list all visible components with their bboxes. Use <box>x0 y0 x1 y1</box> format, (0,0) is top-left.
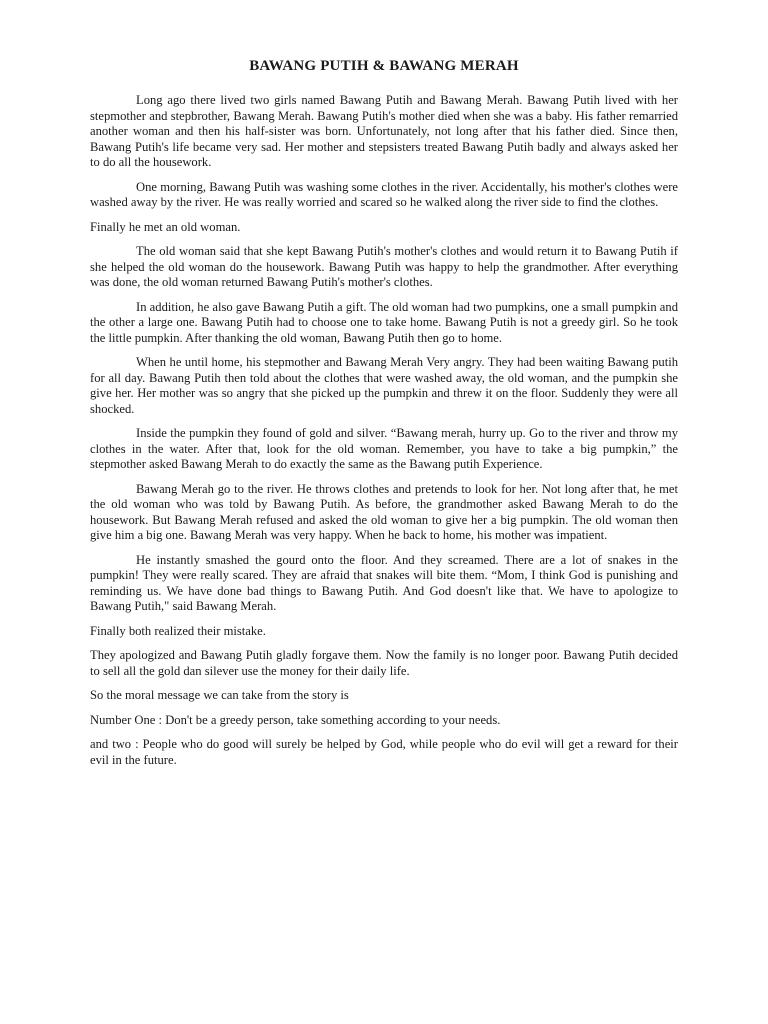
paragraph-5: In addition, he also gave Bawang Putih a gift. The old woman had two pumpkins, one a small pumpkin and the other a large one. Bawang Putih had to choose one to take home. Bawang Putih is not a greedy girl. So he took the little pumpkin. After thanking the old woman, Bawang Putih then go to home. <box>90 299 678 345</box>
document-page <box>90 0 678 777</box>
paragraph-9: He instantly smashed the gourd onto the floor. And they screamed. There are a lot of snakes in the pumpkin! They were really scared. They are afraid that snakes will bite them. “Mom, I think God is punishing and reminding us. We have done bad things to Bawang Putih. And God doesn't like that. We have to apologize to Bawang Putih," said Bawang Merah. <box>90 552 678 613</box>
paragraph-4: The old woman said that she kept Bawang Putih's mother's clothes and would return it to Bawang Putih if she helped the old woman do the housework. Bawang Putih was happy to help the grandmother. After everything was done, the old woman returned Bawang Putih's mother's clothes. <box>90 244 678 289</box>
paragraph-14: and two : People who do good will surely be helped by God, while people who do evil will get a reward for their evil in the future. <box>90 737 678 767</box>
paragraph-2: One morning, Bawang Putih was washing some clothes in the river. Accidentally, his mother's clothes were washed away by the river. He was really worried and scared so he walked along the river side to find the clothes. <box>90 179 678 209</box>
document-body <box>90 93 678 768</box>
document-title: BAWANG PUTIH & BAWANG MERAH <box>249 58 519 74</box>
paragraph-11: They apologized and Bawang Putih gladly forgave them. Now the family is no longer poor. Bawang Putih decided to sell all the gold dan silever use the money for their daily life. <box>90 648 678 678</box>
paragraph-10: Finally both realized their mistake. <box>90 623 266 638</box>
paragraph-7: Inside the pumpkin they found of gold and silver. “Bawang merah, hurry up. Go to the river and throw my clothes in the water. After that, look for the old woman. Remember, you have to take a big pumpkin,” the stepmother asked Bawang Merah to do exactly the same as the Bawang putih Experience. <box>90 426 678 471</box>
paragraph-13: Number One : Don't be a greedy person, take something according to your needs. <box>90 712 501 727</box>
paragraph-3: Finally he met an old woman. <box>90 219 241 234</box>
paragraph-12: So the moral message we can take from the story is <box>90 688 349 702</box>
paragraph-8: Bawang Merah go to the river. He throws clothes and pretends to look for her. Not long after that, he met the old woman who was told by Bawang Putih. As before, the grandmother asked Bawang Merah to do the housework. But Bawang Merah refused and asked the old woman to give her a big pumpkin. The old woman then give him a big one. Bawang Merah was very happy. When he back to home, his mother was impatient. <box>90 481 678 542</box>
paragraph-1: Long ago there lived two girls named Bawang Putih and Bawang Merah. Bawang Putih lived with her stepmother and stepbrother, Bawang Merah. Bawang Putih's mother died when she was a baby. His father remarried another woman and then his half-sister was born. Unfortunately, not long after that his father died. Since then, Bawang Putih's life became very sad. Her mother and stepsisters treated Bawang Putih badly and always asked her to do all the housework. <box>90 93 678 169</box>
paragraph-6: When he until home, his stepmother and Bawang Merah Very angry. They had been waiting Bawang putih for all day. Bawang Putih then told about the clothes that were washed away, the old woman, and the pumpkin she give her. Her mother was so angry that she picked up the pumpkin and threw it on the floor. Suddenly they were all shocked. <box>90 355 678 416</box>
